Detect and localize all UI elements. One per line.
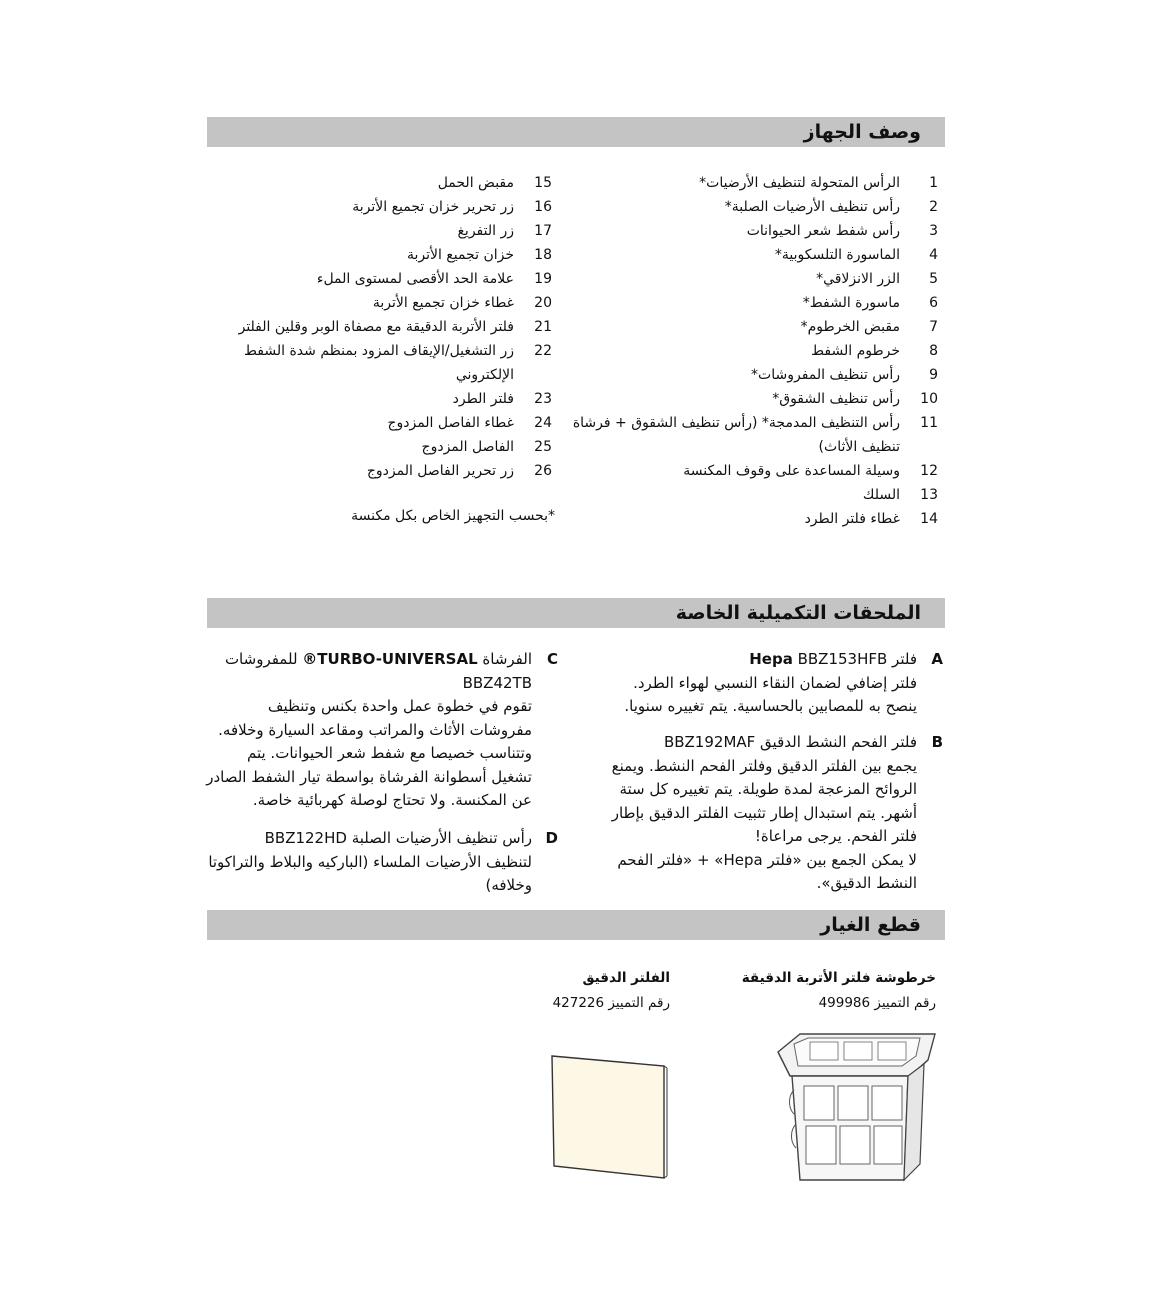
spare-part-number: رقم التمييز 427226	[552, 995, 670, 1011]
spare-part-title: الفلتر الدقيق	[582, 970, 670, 986]
accessory-description: يجمع بين الفلتر الدقيق وفلتر الفحم النشط. ويمنع الروائح المزعجة لمدة طويلة. يتم تغييره كل ستة أشهر. يتم استبدال إطار تثبيت الفلتر الدقيق بإطار فلتر الفحم. يرجى مراعاة!	[611, 756, 917, 845]
accessory-description: تقوم في خطوة عمل واحدة بكنس وتنظيف مفروشات الأثاث والمراتب ومقاعد السيارة وخلافه. وتتناسب خصيصا مع شفط شعر الحيوانات. يتم تشغيل أسطوانة الفرشاة بواسطة تيار الشفط الصادر عن المكنسة. ولا تحتاج لوصلة كهربائية خاصة.	[206, 697, 532, 809]
list-item: 20 غطاء خزان تجميع الأتربة	[372, 295, 552, 311]
list-item: 13 السلك	[862, 487, 938, 503]
list-item: 26 زر تحرير الفاصل المزدوج	[366, 463, 552, 479]
spare-part-number: رقم التمييز 499986	[818, 995, 936, 1011]
spare-part-fine-filter	[420, 966, 670, 1016]
accessory-title: D رأس تنظيف الأرضيات الصلبة BBZ122HD	[264, 829, 558, 847]
fine-filter-pad-icon	[548, 1052, 670, 1180]
list-item: 23 فلتر الطرد	[452, 391, 552, 407]
section-title: قطع الغيار	[820, 914, 921, 936]
list-item: 1 الرأس المتحولة لتنظيف الأرضيات*	[699, 175, 938, 191]
accessory-b	[603, 731, 943, 896]
accessory-a	[603, 648, 943, 719]
accessory-note: لا يمكن الجمع بين «فلتر Hepa» + «فلتر الفحم النشط الدقيق».	[617, 850, 917, 892]
section-header-accessories	[207, 598, 945, 628]
accessory-title: C الفرشاة TURBO-UNIVERSAL® للمفروشات	[224, 650, 558, 668]
list-item: 22 زر التشغيل/الإيقاف المزود بمنظم شدة الشفط الإلكتروني	[244, 343, 552, 383]
list-item: 3 رأس شفط شعر الحيوانات	[746, 223, 938, 239]
section-title: الملحقات التكميلية الخاصة	[675, 602, 921, 624]
list-item: 4 الماسورة التلسكوبية*	[774, 247, 938, 263]
list-item: 9 رأس تنظيف المفروشات*	[751, 367, 938, 383]
list-item: 2 رأس تنظيف الأرضيات الصلبة*	[724, 199, 938, 215]
list-item: 19 علامة الحد الأقصى لمستوى الملء	[316, 271, 552, 287]
list-item: 18 خزان تجميع الأتربة	[406, 247, 552, 263]
list-item: 5 الزر الانزلاقي*	[816, 271, 938, 287]
list-item: 10 رأس تنظيف الشقوق*	[772, 391, 938, 407]
spare-part-filter-cartridge	[636, 966, 936, 1016]
list-item: 11 رأس التنظيف المدمجة* (رأس تنظيف الشقوق + فرشاة تنظيف الأثاث)	[572, 415, 938, 455]
list-item: 16 زر تحرير خزان تجميع الأتربة	[352, 199, 552, 215]
list-item: 12 وسيلة المساعدة على وقوف المكنسة	[683, 463, 938, 479]
list-item: 17 زر التفريغ	[457, 223, 552, 239]
parts-list-left	[207, 171, 552, 483]
accessory-description: لتنظيف الأرضيات الملساء (الباركيه والبلاط والتراكوتا وخلافه)	[208, 852, 532, 894]
section-title: وصف الجهاز	[803, 121, 921, 143]
filter-cartridge-icon	[770, 1030, 940, 1185]
accessory-title: B فلتر الفحم النشط الدقيق BBZ192MAF	[663, 733, 943, 751]
list-item: 21 فلتر الأتربة الدقيقة مع مصفاة الوبر وقلين الفلتر	[238, 319, 552, 335]
accessory-model: BBZ42TB	[462, 673, 532, 692]
accessory-d	[203, 827, 558, 898]
list-item: 25 الفاصل المزدوج	[421, 439, 552, 455]
accessory-c	[203, 648, 558, 813]
list-item: 15 مقبض الحمل	[437, 175, 552, 191]
list-item: 7 مقبض الخرطوم*	[800, 319, 938, 335]
list-item: 6 ماسورة الشفط*	[802, 295, 938, 311]
accessory-description: فلتر إضافي لضمان النقاء النسبي لهواء الطرد. ينصح به للمصابين بالحساسية. يتم تغييره سنويا.	[624, 673, 917, 715]
section-header-description	[207, 117, 945, 147]
spare-part-title: خرطوشة فلتر الأتربة الدقيقة	[741, 970, 936, 986]
footnote: *بحسب التجهيز الخاص بكل مكنسة	[351, 508, 555, 524]
list-item: 14 غطاء فلتر الطرد	[804, 511, 938, 527]
accessory-title: A فلتر Hepa BBZ153HFB	[749, 650, 943, 668]
list-item: 24 غطاء الفاصل المزدوج	[387, 415, 552, 431]
parts-list-right	[572, 171, 938, 531]
section-header-spare-parts	[207, 910, 945, 940]
list-item: 8 خرطوم الشفط	[811, 343, 938, 359]
